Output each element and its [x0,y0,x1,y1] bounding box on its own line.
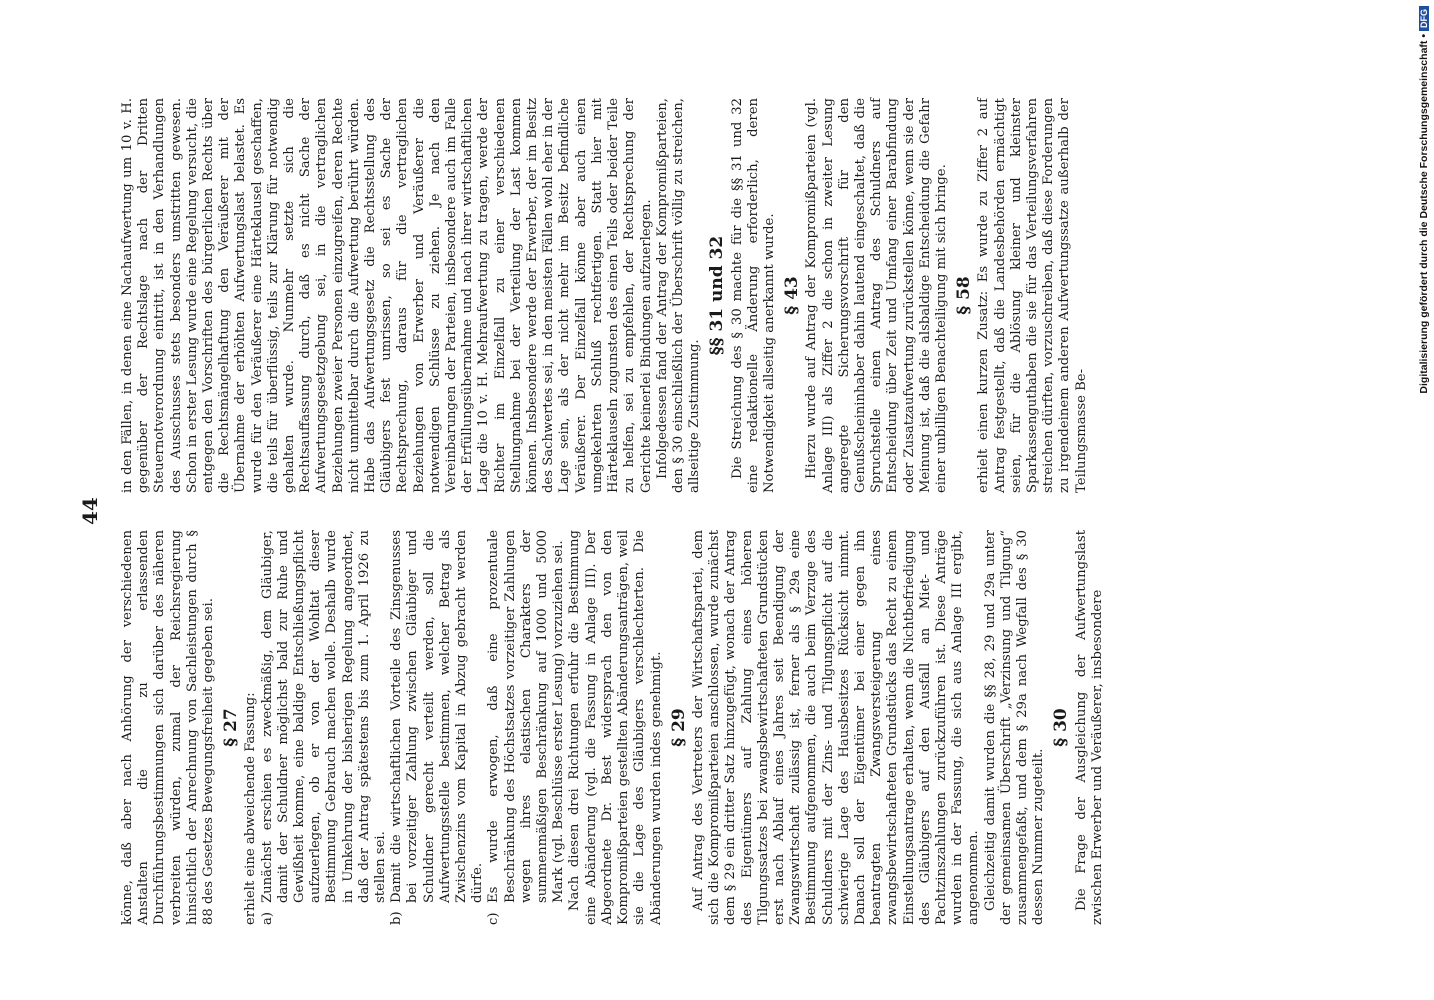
section-heading-30: § 30 [1051,708,1072,747]
paragraph: Die Streichung des § 30 machte für die §§ 31 und 32 eine redaktionelle Änderung erforderlich, deren Notwendigkeit allseitig anerkannt wurde. [729,98,777,493]
dfg-logo: DFG [1419,6,1429,31]
paragraph: in den Fällen, in denen eine Nachaufwertung um 10 v. H. gegenüber der Rechtslage nach der Dritten Steuernotverordnung eintritt, ist in den Verhandlungen des Ausschusses stets besonders umstritten gewesen. Schon in erster Lesung wurde eine Regelung versucht, die entgegen den Vorschriften des bürgerlichen Rechts über die Rechtsmängelhaftung den Veräußerer mit der Übernahme der erhöhten Aufwertungslast belastet. Es wurde für den Veräußerer eine Härteklausel geschaffen, die teils für überflüssig, teils zur Klärung für notwendig gehalten wurde. Nunmehr setzte sich die Rechtsauffassung durch, daß es nicht Sache der Aufwertungsgesetzgebung sei, in die vertraglichen Beziehungen zweier Personen einzugreifen, deren Rechte nicht unmittelbar durch die Aufwertung berührt würden. Habe das Aufwertungsgesetz die Rechtsstellung des Gläubigers fest umrissen, so sei es Sache der Rechtsprechung, daraus für die vertraglichen Beziehungen von Erwerber und Veräußerer die notwendigen Schlüsse zu ziehen. Je nach den Vereinbarungen der Parteien, insbesondere auch im Falle der Erfüllungsübernahme und nach ihrer wirtschaftlichen Lage die 10 v. H. Mehraufwertung zu tragen, werde der Richter im Einzelfall zu einer verschiedenen Stellungnahme bei der Verteilung der Last kommen können. Insbesondere werde der Erwerber, der im Besitz des Sachwertes sei, in den meisten Fällen wohl eher in der Lage sein, als der nicht mehr im Besitz befindliche Veräußerer. Der Einzelfall könne aber auch einen umgekehrten Schluß rechtfertigen. Statt hier mit Härteklauseln zugunsten des einen Teils oder beider Teile zu helfen, sei zu empfehlen, der Rechtsprechung der Gerichte keinerlei Bindungen aufzuerlegen. [120,98,654,493]
list-marker: b) [389,911,405,925]
paragraph: Infolgedessen fand der Antrag der Kompromißparteien, den § 30 einschließlich der Überschrift völlig zu streichen, allseitige Zustimmung. [654,98,703,493]
list-item [389,530,486,925]
section-heading-29: § 29 [668,708,689,747]
digitization-credit [1418,6,1430,996]
paragraph: Gleichzeitig damit wurden die §§ 28, 29 und 29a unter der gemeinsamen Überschrift „Verzinsung und Tilgung“ zusammengefaßt, und dem § 29a nach Wegfall des § 30 dessen Nummer zugeteilt. [982,530,1047,925]
list-item [486,530,567,925]
paragraph: Auf Antrag des Vertreters der Wirtschaftspartei, dem sich die Kompromißparteien anschlossen, wurde zunächst dem § 29 ein dritter Satz hinzugefügt, wonach der Antrag des Eigentümers auf Zahlung eines höheren Tilgungssatzes bei zwangsbewirtschafteten Grundstücken erst nach Ablauf eines Jahres seit Beendigung der Zwangswirtschaft zulässig ist, ferner als § 29a eine Bestimmung aufgenommen, die auch beim Verzuge des Schuldners mit der Zins- und Tilgungspflicht auf die schwierige Lage des Hausbesitzes Rücksicht nimmt. Danach soll der Eigentümer bei einer gegen ihn beantragten Zwangsversteigerung eines zwangsbewirtschafteten Grundstücks das Recht zu einem Einstellungsantrage erhalten, wenn die Nichtbefriedigung des Gläubigers auf den Ausfall an Miet- und Pachtzinszahlungen zurückzuführen ist. Diese Anträge wurden in der Fassung, die sich aus Anlage III ergibt, angenommen. [690,530,982,925]
rotated-page-content [78,85,1105,925]
digitization-credit-bar [1416,6,1434,996]
credit-text: Digitalisierung gefördert durch die Deutsche Forschungsgemeinschaft • [1418,34,1430,394]
list-item [260,530,390,925]
paragraph: Die Frage der Ausgleichung der Aufwertungslast zwischen Erwerber und Veräußerer, insbesondere [1073,530,1105,925]
paragraph: erhielt eine abweichende Fassung: [243,692,259,925]
left-column [120,530,1106,925]
page-number: 44 [78,497,102,525]
paragraph: Hierzu wurde auf Antrag der Kompromißparteien (vgl. Anlage III) als Ziffer 2 die schon in zweiter Lesung angeregte Sicherungsvorschrift für den Genußscheininhaber dahin lautend eingeschaltet, daß die Spruchstelle einen Antrag des Schuldners auf Entscheidung über Zeit und Umfang einer Barabfindung oder Zusatzaufwertung zurückstellen könne, wenn sie der Meinung ist, daß die alsbaldige Entscheidung die Gefahr einer unbilligen Benachteiligung mit sich bringe. [804,98,949,493]
list-marker: a) [259,911,275,925]
list-text: Es wurde erwogen, daß eine prozentuale Beschränkung des Höchstsatzes vorzeitiger Zahlungen wegen ihres elastischen Charakters der summenmäßigen Beschränkung auf 1000 und 5000 Mark (vgl. Beschlüsse erster Lesung) vorzuziehen sei. [486,530,567,903]
list-marker: c) [486,912,502,925]
section-heading-43: § 43 [782,276,803,315]
section-heading-27: § 27 [221,708,242,747]
section-heading-58: § 58 [954,276,975,315]
list-text: Damit die wirtschaftlichen Vorteile des Zinsgenusses bei vorzeitiger Zahlung zwischen Gläubiger und Schuldner gerecht verteilt werden, soll die Aufwertungsstelle bestimmen, welcher Betrag als Zwischenzins vom Kapital in Abzug gebracht werden dürfe. [389,530,486,903]
section-heading-31-32: §§ 31 und 32 [707,235,728,356]
list-text: Zunächst erschien es zweckmäßig, dem Gläubiger, damit der Schuldner möglichst bald zur Ruhe und Gewißheit komme, eine baldige Entschließungspflicht aufzuerlegen, ob er von der Wohltat dieser Bestimmung Gebrauch machen wolle. Deshalb wurde in Umkehrung der bisherigen Regelung angeordnet, daß der Antrag spätestens bis zum 1. April 1926 zu stellen sei. [259,530,389,903]
paragraph: Nach diesen drei Richtungen erfuhr die Bestimmung eine Abänderung (vgl. die Fassung in Anlage III). Der Abgeordnete Dr. Best widersprach den von den Kompromißparteien gestellten Abänderungsanträgen, weil sie die Lage des Gläubigers verschlechterten. Die Abänderungen wurden indes genehmigt. [567,530,664,925]
paragraph: könne, daß aber nach Anhörung der verschiedenen Anstalten die zu erlassenden Durchführungsbestimmungen sich darüber des näheren verbreiten würden, zumal der Reichsregierung hinsichtlich der Anrechnung von Sachleistungen durch § 88 des Gesetzes Bewegungsfreiheit gegeben sei. [120,530,217,925]
paragraph: erhielt einen kurzen Zusatz: Es wurde zu Ziffer 2 auf Antrag festgestellt, daß die Landesbehörden ermächtigt seien, für die Ablösung kleiner und kleinster Sparkassenguthaben die sie für das Verteilungsverfahren streichen dürften, vorzuschreiben, daß diese Forderungen zu irgendeinem anderen Aufwertungssatze außerhalb der Teilungsmasse Be- [976,98,1089,493]
right-column [120,98,1090,493]
